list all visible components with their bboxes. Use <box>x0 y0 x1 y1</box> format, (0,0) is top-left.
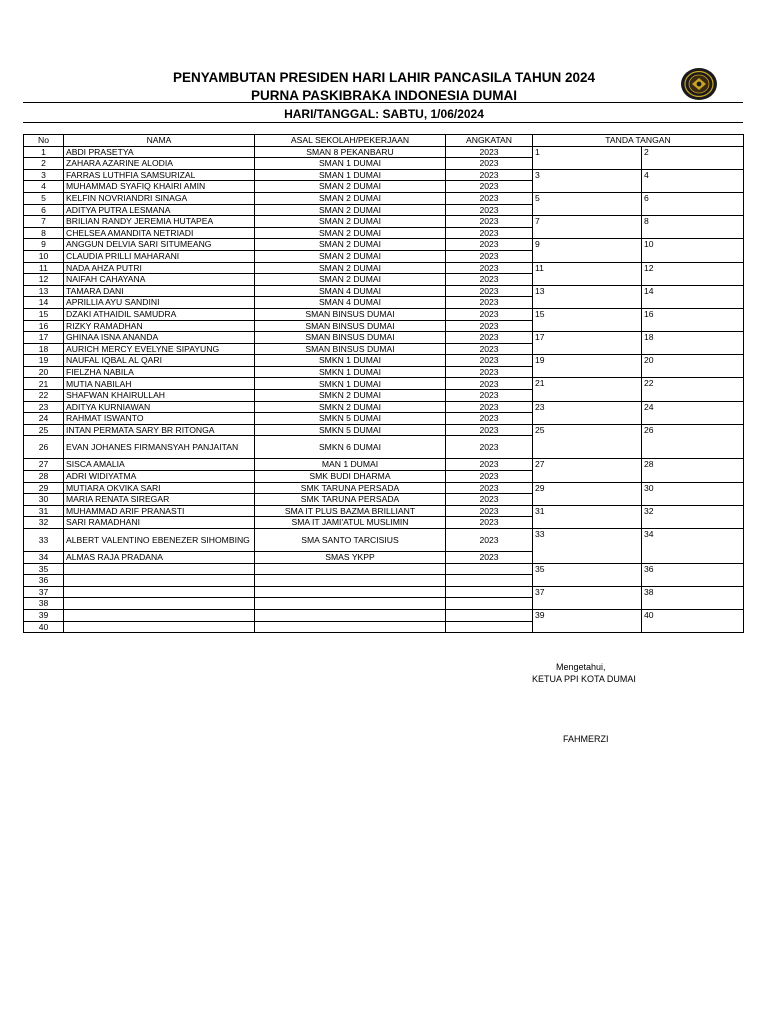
table-row <box>24 192 744 204</box>
school-name: SMAN 2 DUMAI <box>255 192 446 204</box>
member-name: KELFIN NOVRIANDRI SINAGA <box>64 192 255 204</box>
batch-year: 2023 <box>446 552 533 564</box>
signature-cell-left[interactable]: 29 <box>533 482 642 505</box>
row-number: 3 <box>24 169 64 181</box>
signature-cell-right[interactable]: 40 <box>642 609 744 632</box>
signature-cell-right[interactable]: 2 <box>642 146 744 169</box>
batch-year: 2023 <box>446 169 533 181</box>
member-name: SARI RAMADHANI <box>64 517 255 529</box>
school-name: SMAN 1 DUMAI <box>255 158 446 170</box>
school-name: SMAN 4 DUMAI <box>255 297 446 309</box>
batch-year: 2023 <box>446 366 533 378</box>
batch-year: 2023 <box>446 308 533 320</box>
member-name: NADA AHZA PUTRI <box>64 262 255 274</box>
signature-cell-left[interactable]: 21 <box>533 378 642 401</box>
row-number: 13 <box>24 285 64 297</box>
column-header-school: ASAL SEKOLAH/PEKERJAAN <box>255 135 446 147</box>
school-name <box>255 609 446 621</box>
batch-year: 2023 <box>446 250 533 262</box>
batch-year: 2023 <box>446 216 533 228</box>
member-name: MUTIA NABILAH <box>64 378 255 390</box>
column-header-name: NAMA <box>64 135 255 147</box>
row-number: 15 <box>24 308 64 320</box>
row-number: 22 <box>24 390 64 402</box>
acknowledged-label: Mengetahui, <box>556 662 606 672</box>
member-name: SISCA AMALIA <box>64 459 255 471</box>
school-name: MAN 1 DUMAI <box>255 459 446 471</box>
batch-year: 2023 <box>446 471 533 483</box>
school-name: SMAS YKPP <box>255 552 446 564</box>
member-name <box>64 575 255 587</box>
batch-year: 2023 <box>446 332 533 344</box>
signature-cell-right[interactable]: 30 <box>642 482 744 505</box>
member-name: FIELZHA NABILA <box>64 366 255 378</box>
signature-cell-left[interactable]: 27 <box>533 459 642 482</box>
row-number: 21 <box>24 378 64 390</box>
signature-cell-left[interactable]: 23 <box>533 401 642 424</box>
column-header-no: No <box>24 135 64 147</box>
batch-year: 2023 <box>446 529 533 552</box>
row-number: 16 <box>24 320 64 332</box>
column-header-year: ANGKATAN <box>446 135 533 147</box>
member-name: RAHMAT ISWANTO <box>64 413 255 425</box>
signature-cell-left[interactable]: 39 <box>533 609 642 632</box>
school-name: SMK BUDI DHARMA <box>255 471 446 483</box>
batch-year: 2023 <box>446 146 533 158</box>
member-name: FARRAS LUTHFIA SAMSURIZAL <box>64 169 255 181</box>
school-name: SMAN 4 DUMAI <box>255 285 446 297</box>
table-row <box>24 609 744 621</box>
school-name: SMKN 6 DUMAI <box>255 436 446 459</box>
table-row <box>24 505 744 517</box>
batch-year: 2023 <box>446 355 533 367</box>
row-number: 11 <box>24 262 64 274</box>
batch-year <box>446 563 533 575</box>
school-name: SMAN 8 PEKANBARU <box>255 146 446 158</box>
signature-cell-right[interactable]: 6 <box>642 192 744 215</box>
school-name: SMAN 2 DUMAI <box>255 227 446 239</box>
row-number: 18 <box>24 343 64 355</box>
school-name: SMA SANTO TARCISIUS <box>255 529 446 552</box>
date-line: HARI/TANGGAL: SABTU, 1/06/2024 <box>284 107 484 121</box>
signature-cell-left[interactable]: 17 <box>533 332 642 355</box>
school-name: SMAN 2 DUMAI <box>255 204 446 216</box>
member-name: APRILLIA AYU SANDINI <box>64 297 255 309</box>
batch-year: 2023 <box>446 227 533 239</box>
batch-year: 2023 <box>446 192 533 204</box>
row-number: 38 <box>24 598 64 610</box>
row-number: 29 <box>24 482 64 494</box>
school-name: SMKN 5 DUMAI <box>255 413 446 425</box>
batch-year: 2023 <box>446 274 533 286</box>
column-header-signature: TANDA TANGAN <box>533 135 744 147</box>
member-name: ZAHARA AZARINE ALODIA <box>64 158 255 170</box>
row-number: 4 <box>24 181 64 193</box>
row-number: 32 <box>24 517 64 529</box>
table-row <box>24 146 744 158</box>
batch-year: 2023 <box>446 505 533 517</box>
school-name: SMAN 2 DUMAI <box>255 216 446 228</box>
chair-position: KETUA PPI KOTA DUMAI <box>532 674 636 684</box>
row-number: 19 <box>24 355 64 367</box>
signature-cell-left[interactable]: 5 <box>533 192 642 215</box>
signature-cell-right[interactable]: 26 <box>642 424 744 459</box>
table-row <box>24 424 744 436</box>
signature-cell-right[interactable]: 38 <box>642 586 744 609</box>
member-name <box>64 586 255 598</box>
school-name: SMKN 1 DUMAI <box>255 378 446 390</box>
signature-cell-right[interactable]: 28 <box>642 459 744 482</box>
member-name <box>64 598 255 610</box>
school-name: SMAN 1 DUMAI <box>255 169 446 181</box>
signature-cell-right[interactable]: 8 <box>642 216 744 239</box>
document-subtitle: PURNA PASKIBRAKA INDONESIA DUMAI <box>250 88 517 103</box>
table-row <box>24 169 744 181</box>
signature-cell-right[interactable]: 16 <box>642 308 744 331</box>
row-number: 8 <box>24 227 64 239</box>
school-name <box>255 621 446 633</box>
batch-year: 2023 <box>446 413 533 425</box>
table-row <box>24 239 744 251</box>
row-number: 40 <box>24 621 64 633</box>
school-name <box>255 586 446 598</box>
school-name: SMAN 2 DUMAI <box>255 239 446 251</box>
signature-cell-left[interactable]: 25 <box>533 424 642 459</box>
signature-cell-right[interactable]: 22 <box>642 378 744 401</box>
signer-name: FAHMERZI <box>563 734 609 744</box>
member-name: NAIFAH CAHAYANA <box>64 274 255 286</box>
signature-cell-right[interactable]: 12 <box>642 262 744 285</box>
school-name: SMAN 2 DUMAI <box>255 181 446 193</box>
school-name: SMA IT PLUS BAZMA BRILLIANT <box>255 505 446 517</box>
signature-cell-right[interactable]: 32 <box>642 505 744 528</box>
member-name: MARIA RENATA SIREGAR <box>64 494 255 506</box>
signature-cell-left[interactable]: 9 <box>533 239 642 262</box>
member-name: AURICH MERCY EVELYNE SIPAYUNG <box>64 343 255 355</box>
batch-year <box>446 621 533 633</box>
member-name: ALMAS RAJA PRADANA <box>64 552 255 564</box>
row-number: 26 <box>24 436 64 459</box>
signature-cell-right[interactable]: 4 <box>642 169 744 192</box>
batch-year <box>446 598 533 610</box>
batch-year: 2023 <box>446 390 533 402</box>
member-name: TAMARA DANI <box>64 285 255 297</box>
school-name: SMK TARUNA PERSADA <box>255 482 446 494</box>
signature-cell-right[interactable]: 20 <box>642 355 744 378</box>
batch-year: 2023 <box>446 436 533 459</box>
member-name: DZAKI ATHAIDIL SAMUDRA <box>64 308 255 320</box>
table-row <box>24 332 744 344</box>
table-row <box>24 285 744 297</box>
signature-cell-right[interactable]: 14 <box>642 285 744 308</box>
school-name: SMKN 2 DUMAI <box>255 390 446 402</box>
signature-cell-right[interactable]: 34 <box>642 529 744 564</box>
member-name <box>64 609 255 621</box>
row-number: 12 <box>24 274 64 286</box>
batch-year: 2023 <box>446 181 533 193</box>
signature-cell-left[interactable]: 37 <box>533 586 642 609</box>
row-number: 27 <box>24 459 64 471</box>
batch-year: 2023 <box>446 320 533 332</box>
member-name: CHELSEA AMANDITA NETRIADI <box>64 227 255 239</box>
row-number: 36 <box>24 575 64 587</box>
school-name: SMAN BINSUS DUMAI <box>255 332 446 344</box>
row-number: 2 <box>24 158 64 170</box>
ppi-emblem-icon <box>680 67 718 101</box>
batch-year: 2023 <box>446 297 533 309</box>
member-name: EVAN JOHANES FIRMANSYAH PANJAITAN <box>64 436 255 459</box>
row-number: 20 <box>24 366 64 378</box>
school-name: SMAN BINSUS DUMAI <box>255 308 446 320</box>
signature-cell-left[interactable]: 3 <box>533 169 642 192</box>
table-row <box>24 563 744 575</box>
table-row <box>24 401 744 413</box>
member-name: ANGGUN DELVIA SARI SITUMEANG <box>64 239 255 251</box>
school-name: SMKN 1 DUMAI <box>255 355 446 367</box>
signature-cell-left[interactable]: 1 <box>533 146 642 169</box>
table-row <box>24 355 744 367</box>
signature-cell-left[interactable]: 15 <box>533 308 642 331</box>
row-number: 5 <box>24 192 64 204</box>
member-name <box>64 621 255 633</box>
member-name: BRILIAN RANDY JEREMIA HUTAPEA <box>64 216 255 228</box>
school-name <box>255 563 446 575</box>
table-row <box>24 262 744 274</box>
batch-year: 2023 <box>446 239 533 251</box>
school-name: SMKN 1 DUMAI <box>255 366 446 378</box>
row-number: 33 <box>24 529 64 552</box>
row-number: 1 <box>24 146 64 158</box>
member-name: ADRI WIDIYATMA <box>64 471 255 483</box>
attendance-table <box>23 134 744 633</box>
row-number: 6 <box>24 204 64 216</box>
member-name: ALBERT VALENTINO EBENEZER SIHOMBING <box>64 529 255 552</box>
document-title: PENYAMBUTAN PRESIDEN HARI LAHIR PANCASILA TAHUN 2024 <box>172 70 596 85</box>
table-row <box>24 529 744 552</box>
signature-cell-right[interactable]: 36 <box>642 563 744 586</box>
divider <box>23 102 743 103</box>
row-number: 39 <box>24 609 64 621</box>
batch-year <box>446 586 533 598</box>
signature-cell-left[interactable]: 11 <box>533 262 642 285</box>
batch-year: 2023 <box>446 378 533 390</box>
member-name <box>64 563 255 575</box>
batch-year <box>446 609 533 621</box>
divider <box>23 122 743 123</box>
batch-year: 2023 <box>446 517 533 529</box>
member-name: GHINAA ISNA ANANDA <box>64 332 255 344</box>
row-number: 30 <box>24 494 64 506</box>
school-name: SMAN 2 DUMAI <box>255 274 446 286</box>
signature-cell-left[interactable]: 7 <box>533 216 642 239</box>
row-number: 17 <box>24 332 64 344</box>
row-number: 25 <box>24 424 64 436</box>
table-row <box>24 378 744 390</box>
signature-cell-right[interactable]: 10 <box>642 239 744 262</box>
member-name: MUHAMMAD SYAFIQ KHAIRI AMIN <box>64 181 255 193</box>
member-name: MUTIARA OKVIKA SARI <box>64 482 255 494</box>
member-name: CLAUDIA PRILLI MAHARANI <box>64 250 255 262</box>
table-row <box>24 216 744 228</box>
batch-year: 2023 <box>446 204 533 216</box>
member-name: SHAFWAN KHAIRULLAH <box>64 390 255 402</box>
member-name: MUHAMMAD ARIF PRANASTI <box>64 505 255 517</box>
row-number: 7 <box>24 216 64 228</box>
signature-cell-left[interactable]: 33 <box>533 529 642 564</box>
batch-year: 2023 <box>446 459 533 471</box>
batch-year: 2023 <box>446 285 533 297</box>
row-number: 14 <box>24 297 64 309</box>
row-number: 35 <box>24 563 64 575</box>
school-name: SMA IT JAMI'ATUL MUSLIMIN <box>255 517 446 529</box>
signature-cell-left[interactable]: 13 <box>533 285 642 308</box>
school-name: SMKN 2 DUMAI <box>255 401 446 413</box>
row-number: 10 <box>24 250 64 262</box>
batch-year: 2023 <box>446 482 533 494</box>
batch-year: 2023 <box>446 158 533 170</box>
school-name: SMK TARUNA PERSADA <box>255 494 446 506</box>
member-name: NAUFAL IQBAL AL QARI <box>64 355 255 367</box>
member-name: ADITYA KURNIAWAN <box>64 401 255 413</box>
batch-year: 2023 <box>446 424 533 436</box>
signature-cell-left[interactable]: 35 <box>533 563 642 586</box>
school-name: SMAN BINSUS DUMAI <box>255 343 446 355</box>
member-name: INTAN PERMATA SARY BR RITONGA <box>64 424 255 436</box>
row-number: 23 <box>24 401 64 413</box>
batch-year: 2023 <box>446 343 533 355</box>
table-header-row <box>24 135 744 147</box>
signature-cell-right[interactable]: 18 <box>642 332 744 355</box>
signature-cell-right[interactable]: 24 <box>642 401 744 424</box>
school-name <box>255 575 446 587</box>
table-row <box>24 586 744 598</box>
row-number: 9 <box>24 239 64 251</box>
school-name: SMAN BINSUS DUMAI <box>255 320 446 332</box>
batch-year <box>446 575 533 587</box>
row-number: 31 <box>24 505 64 517</box>
signature-cell-left[interactable]: 31 <box>533 505 642 528</box>
table-row <box>24 482 744 494</box>
table-row <box>24 308 744 320</box>
batch-year: 2023 <box>446 401 533 413</box>
table-row <box>24 459 744 471</box>
batch-year: 2023 <box>446 494 533 506</box>
member-name: ADITYA PUTRA LESMANA <box>64 204 255 216</box>
row-number: 24 <box>24 413 64 425</box>
row-number: 28 <box>24 471 64 483</box>
batch-year: 2023 <box>446 262 533 274</box>
signature-cell-left[interactable]: 19 <box>533 355 642 378</box>
row-number: 37 <box>24 586 64 598</box>
member-name: ABDI PRASETYA <box>64 146 255 158</box>
school-name: SMAN 2 DUMAI <box>255 262 446 274</box>
member-name: RIZKY RAMADHAN <box>64 320 255 332</box>
school-name: SMKN 5 DUMAI <box>255 424 446 436</box>
school-name: SMAN 2 DUMAI <box>255 250 446 262</box>
school-name <box>255 598 446 610</box>
row-number: 34 <box>24 552 64 564</box>
